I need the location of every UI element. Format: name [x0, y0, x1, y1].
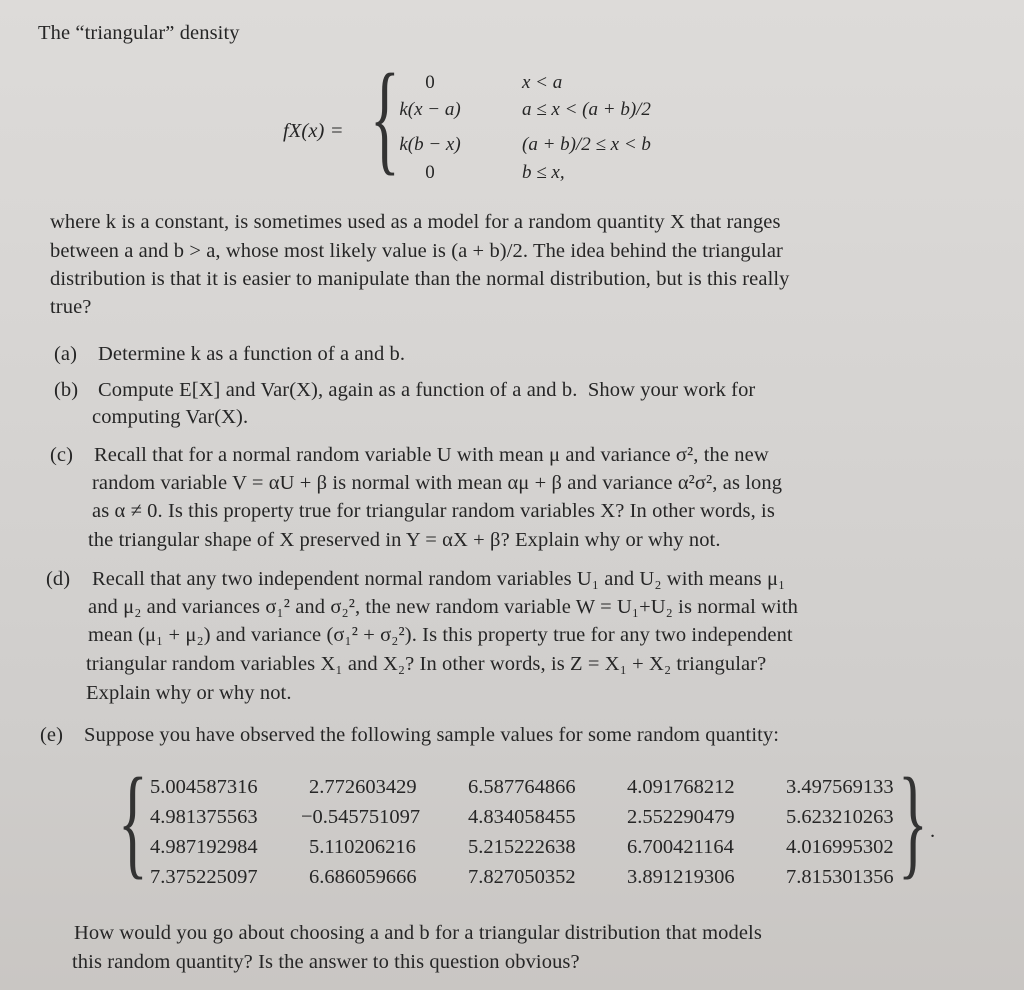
text-line: computing Var(X). [92, 406, 249, 428]
sample-value: 7.815301356 [786, 866, 894, 888]
case-value: k(b − x) [399, 134, 461, 155]
text-line: triangular random variables X₁ and X₂? In other words, is Z = X₁ + X₂ triangular? [86, 653, 767, 675]
sample-value: 2.552290479 [627, 806, 735, 828]
sample-value: 4.987192984 [150, 836, 258, 858]
part-label: (c) [50, 444, 74, 466]
sample-value: 3.891219306 [627, 866, 735, 888]
sample-value: 6.587764866 [468, 776, 576, 798]
text-line: Compute E[X] and Var(X), again as a function of a and b. Show your work for [98, 379, 756, 401]
text-line: random variable V = αU + β is normal with mean αμ + β and variance α²σ², as long [92, 472, 783, 494]
matrix-row [150, 806, 945, 829]
part-label: (b) [54, 379, 79, 401]
part-label: (e) [40, 724, 64, 746]
sample-value: 4.981375563 [150, 806, 258, 828]
case-value: 0 [425, 162, 435, 183]
text-line: Determine k as a function of a and b. [98, 343, 406, 365]
case-condition: b ≤ x, [522, 162, 565, 183]
right-brace: } [898, 753, 928, 890]
sample-value: 5.004587316 [150, 776, 258, 798]
text-line: and μ₂ and variances σ₁² and σ₂², the new random variable W = U₁+U₂ is normal with [88, 596, 798, 618]
text-line: Recall that for a normal random variable U with mean μ and variance σ², the new [94, 444, 769, 466]
text-line: as α ≠ 0. Is this property true for triangular random variables X? In other words, is [92, 500, 775, 522]
sample-value: 3.497569133 [786, 776, 894, 798]
sample-value: 5.110206216 [309, 836, 416, 858]
text-line: Suppose you have observed the following sample values for some random quantity: [84, 724, 780, 746]
text-line: this random quantity? Is the answer to this question obvious? [72, 951, 580, 973]
sample-value: 5.623210263 [786, 806, 894, 828]
matrix-row [150, 836, 945, 859]
sample-value: 7.827050352 [468, 866, 576, 888]
sample-value: 4.834058455 [468, 806, 576, 828]
part-label: (a) [54, 343, 78, 365]
text-line: between a and b > a, whose most likely value is (a + b)/2. The idea behind the triangular [50, 240, 783, 262]
sample-value: 6.700421164 [627, 836, 734, 858]
text-line: mean (μ₁ + μ₂) and variance (σ₁² + σ₂²). Is this property true for any two independent [88, 624, 793, 646]
case-value: 0 [425, 72, 435, 93]
text-line: Recall that any two independent normal random variables U₁ and U₂ with means μ₁ [92, 568, 786, 590]
sample-value: 6.686059666 [309, 866, 417, 888]
matrix-row [150, 866, 945, 889]
formula-lhs: fX(x) = [283, 120, 344, 142]
period: . [930, 820, 936, 842]
case-condition: a ≤ x < (a + b)/2 [522, 99, 651, 120]
text-line: where k is a constant, is sometimes used as a model for a random quantity X that ranges [50, 211, 781, 233]
sample-value: 5.215222638 [468, 836, 576, 858]
text-line: Explain why or why not. [86, 682, 292, 704]
left-brace: { [118, 753, 148, 890]
case-condition: (a + b)/2 ≤ x < b [522, 134, 651, 155]
left-brace: { [370, 49, 400, 186]
text-line: distribution is that it is easier to manipulate than the normal distribution, but is this really [50, 268, 790, 290]
case-condition: x < a [522, 72, 563, 93]
matrix-row [150, 776, 945, 799]
case-value: k(x − a) [399, 99, 461, 120]
title: The “triangular” density [38, 22, 240, 44]
sample-value: −0.545751097 [301, 806, 421, 828]
text-line: true? [50, 296, 92, 318]
sample-value: 4.091768212 [627, 776, 735, 798]
text-line: How would you go about choosing a and b for a triangular distribution that models [74, 922, 762, 944]
sample-value: 7.375225097 [150, 866, 258, 888]
text-line: the triangular shape of X preserved in Y = αX + β? Explain why or why not. [88, 529, 721, 551]
sample-value: 2.772603429 [309, 776, 417, 798]
sample-value: 4.016995302 [786, 836, 894, 858]
part-label: (d) [46, 568, 71, 590]
